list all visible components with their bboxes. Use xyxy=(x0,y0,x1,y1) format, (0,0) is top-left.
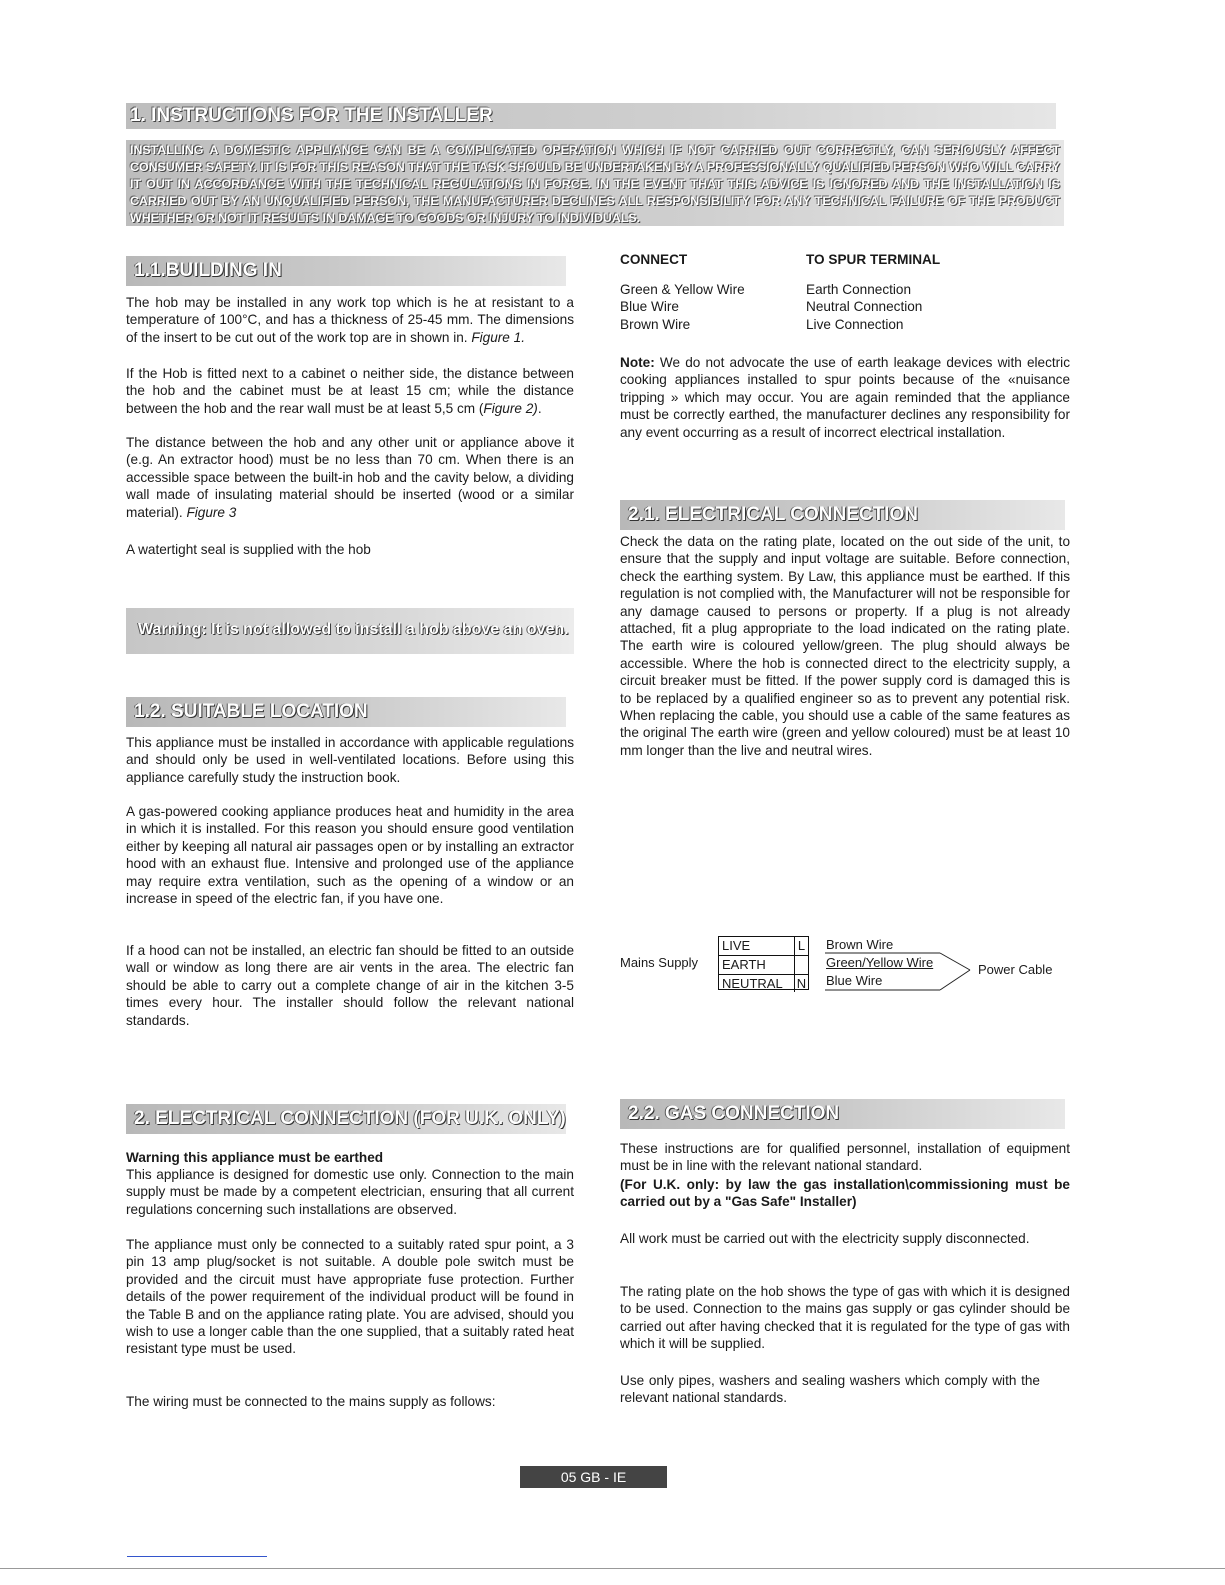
s11-p2-end: . xyxy=(537,400,542,416)
s22-paragraph-1: These instructions are for qualified personnel, installation of equipment must be in line with the relevant national standard. xyxy=(620,1141,1070,1174)
wire-row-2: Blue Wire xyxy=(620,299,679,314)
connect-header: CONNECT xyxy=(620,252,688,267)
s21-paragraph: Check the data on the rating plate, located on the out side of the unit, to ensure that the supply and input voltage are suitable. Before connection, check the earthing system. By Law, this appliance must be earthed. If this regulation is not complied with, the Manufacturer will not be responsible for any damage caused to persons or property. If a plug is not already attached, fit a plug appropriate to the load indicated on the rating plate. The earth wire is coloured yellow/green. The plug should always be accessible. Where the hob is connected direct to the electricity supply, a circuit breaker must be fitted. If the power supply cord is damaged this is to be replaced by a qualified engineer so as to prevent any potential risk. When replacing the cable, you should use a cable of the same features as the original The earth wire (green and yellow coloured) must be at least 10 mm longer than the live and neutral wires. xyxy=(620,534,1070,758)
figure-1-ref: Figure 1. xyxy=(471,329,525,345)
greenyellow-wire-label: Green/Yellow Wire xyxy=(826,955,934,970)
s2-paragraph-1: This appliance is designed for domestic use only. Connection to the main supply must be made by a competent electrician, ensuring that all current regulations concerning such installations are observed. xyxy=(126,1167,574,1217)
earthed-warning: Warning this appliance must be earthed xyxy=(126,1150,384,1165)
s11-paragraph-1 xyxy=(126,294,574,346)
footer-divider xyxy=(0,1568,1225,1569)
main-title-banner xyxy=(126,103,1056,129)
power-cable-label: Power Cable xyxy=(978,962,1053,977)
wire-row-3: Brown Wire xyxy=(620,317,691,332)
s22-paragraph-2: All work must be carried out with the electricity supply disconnected. xyxy=(620,1231,1030,1246)
s11-paragraph-3 xyxy=(126,434,574,521)
s11-paragraph-2 xyxy=(126,365,574,417)
main-title: 1. INSTRUCTIONS FOR THE INSTALLER xyxy=(130,105,493,126)
s11-p1-text: The hob may be installed in any work top which is he at resistant to a temperature of 100°C, and has a thickness of 25-45 mm. The dimensions of the insert to be cut out of the work top are in shown in. xyxy=(126,295,574,345)
s12-paragraph-1: This appliance must be installed in accordance with applicable regulations and should only be used in well-ventilated locations. Before using this appliance carefully study the instruction book. xyxy=(126,735,574,785)
section-1-1-title: 1.1.BUILDING IN xyxy=(134,260,282,281)
terminal-header: TO SPUR TERMINAL xyxy=(806,252,941,267)
wire-row-1: Green & Yellow Wire xyxy=(620,282,745,297)
blue-wire-label: Blue Wire xyxy=(826,973,883,988)
s11-p3-text: The distance between the hob and any other unit or appliance above it (e.g. An extractor hood) must be no less than 70 cm. When there is an accessible space between the built-in hob and the cavity below, a dividing wall made of insulating material should be inserted (wood or a similar material). xyxy=(126,435,574,520)
section-2-2-header xyxy=(620,1099,1065,1129)
section-2-title: 2. ELECTRICAL CONNECTION (FOR U.K. ONLY) xyxy=(134,1108,566,1129)
figure-2-ref: Figure 2) xyxy=(483,400,538,416)
earth-terminal xyxy=(795,956,808,974)
section-2-1-header xyxy=(620,500,1065,530)
s12-paragraph-3: If a hood can not be installed, an electric fan should be fitted to an outside wall or window as long there are air vents in the area. The electric fan should be able to carry out a complete change of air in the kitchen 3-5 times every hour. The installer should follow the relevant national standards. xyxy=(126,943,574,1028)
s22-uk-note: (For U.K. only: by law the gas installation\commissioning must be carried out by a "Gas Safe" Installer) xyxy=(620,1177,1070,1210)
section-1-1-header xyxy=(126,256,566,286)
section-1-2-header xyxy=(126,697,566,727)
oven-warning-text: Warning: It is not allowed to install a hob above an oven. xyxy=(138,621,569,638)
s12-paragraph-2: A gas-powered cooking appliance produces heat and humidity in the area in which it is installed. For this reason you should ensure good ventilation either by keeping all natural air passages open or by installing an extractor hood with an exhaust flue. Intensive and prolonged use of the appliance may require extra ventilation, such as the opening of a window or an increase in speed of the electric fan, if you have one. xyxy=(126,804,574,907)
section-2-1-title: 2.1. ELECTRICAL CONNECTION xyxy=(628,504,918,525)
cable-bundle-lines xyxy=(820,940,985,1000)
brown-wire-label: Brown Wire xyxy=(826,937,894,952)
s22-paragraph-4: Use only pipes, washers and sealing washers which comply with the relevant national standards. xyxy=(620,1373,1040,1406)
s2-paragraph-2: The appliance must only be connected to a suitably rated spur point, a 3 pin 13 amp plug/socket is not suitable. A double pole switch must be provided and the circuit must have appropriate fuse protection. Further details of the power requirement of the individual product will be found in the Table B and on the appliance rating plate. You are advised, should you wish to use a longer cable than the one supplied, that a suitably rated heat resistant type must be used. xyxy=(126,1237,574,1357)
neutral-label: NEUTRAL xyxy=(719,975,795,992)
mains-supply-label: Mains Supply xyxy=(620,955,699,970)
terminal-row-3: Live Connection xyxy=(806,317,904,332)
neutral-terminal: N xyxy=(796,976,807,991)
s2-paragraph-3: The wiring must be connected to the mains supply as follows: xyxy=(126,1394,496,1409)
live-label: LIVE xyxy=(719,937,795,955)
terminal-row-2: Neutral Connection xyxy=(806,299,923,314)
note-paragraph xyxy=(620,354,1070,441)
live-terminal: L xyxy=(797,938,806,953)
terminal-block xyxy=(718,936,809,990)
earth-label: EARTH xyxy=(719,956,795,974)
s11-paragraph-4: A watertight seal is supplied with the hob xyxy=(126,542,371,557)
page-number: 05 GB - IE xyxy=(520,1466,667,1488)
section-2-header xyxy=(126,1104,566,1134)
section-1-2-title: 1.2. SUITABLE LOCATION xyxy=(134,701,368,722)
section-2-2-title: 2.2. GAS CONNECTION xyxy=(628,1103,840,1124)
figure-3-ref: Figure 3 xyxy=(186,504,237,520)
intro-warning-block xyxy=(126,140,1064,226)
intro-warning-text: INSTALLING A DOMESTIC APPLIANCE CAN BE A COMPLICATED OPERATION WHICH IF NOT CARRIED OUT CORRECTLY, CAN SERIOUSLY AFFECT CONSUMER SAFETY. IT IS FOR THIS REASON THAT THE TASK SHOULD BE UNDERTAKEN BY A PROFESSIONALLY QUALIFIED PERSON WHO WILL CARRY IT OUT IN ACCORDANCE WITH THE TECHNICAL REGULATIONS IN FORCE. IN THE EVENT THAT THIS ADVICE IS IGNORED AND THE INSTALLATION IS CARRIED OUT BY AN UNQUALIFIED PERSON, THE MANUFACTURER DECLINES ALL RESPONSIBILITY FOR ANY TECHNICAL FAILURE OF THE PRODUCT WHETHER OR NOT IT RESULTS IN DAMAGE TO GOODS OR INJURY TO INDIVIDUALS. xyxy=(130,143,1060,225)
footer-link-line xyxy=(127,1556,267,1557)
note-label: Note: xyxy=(620,355,655,370)
terminal-row-1: Earth Connection xyxy=(806,282,912,297)
note-text: We do not advocate the use of earth leakage devices with electric cooking appliances installed to spur points because of the «nuisance tripping » which may occur. You are again reminded that the appliance must be correctly earthed, the manufacturer declines any responsibility for any event occurring as a result of incorrect electrical installation. xyxy=(620,355,1070,440)
s11-p2-text: If the Hob is fitted next to a cabinet o neither side, the distance between the hob and the cabinet must be at least 15 cm; while the distance between the hob and the rear wall must be at least 5,5 cm ( xyxy=(126,366,574,416)
s22-paragraph-3: The rating plate on the hob shows the type of gas with which it is designed to be used. Connection to the mains gas supply or gas cylinder should be carried out after having checked that it is regulated for the type of gas with which it will be supplied. xyxy=(620,1284,1070,1352)
